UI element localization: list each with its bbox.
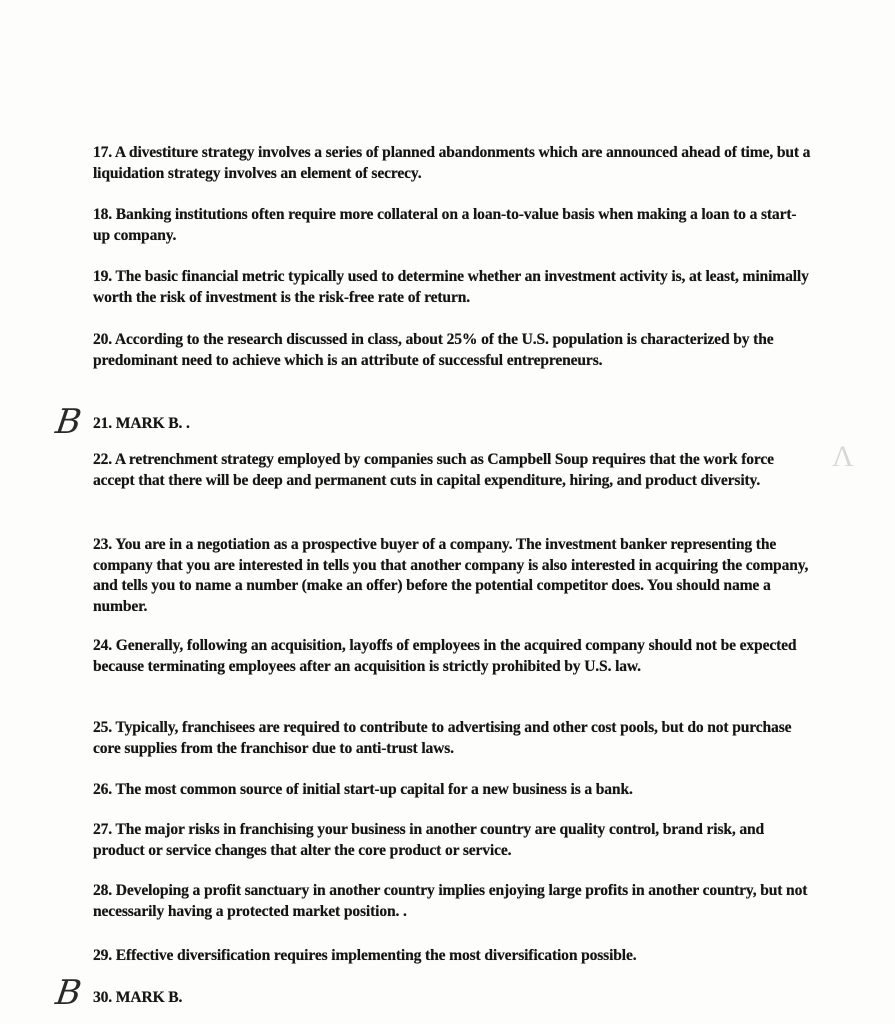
- question-17: 17. A divestiture strategy involves a series of planned abandonments which are announced ahead of time, but a liquidation strategy involves an element of secrecy.: [93, 144, 811, 182]
- handwritten-answer-b: B: [53, 402, 84, 442]
- question-18: 18. Banking institutions often require more collateral on a loan-to-value basis when making a loan to a start-up company.: [93, 206, 797, 244]
- question-23: 23. You are in a negotiation as a prospective buyer of a company. The investment banker representing the company that you are interested in tells you that another company is also interested in acquiring the company, and tells you to name a number (make an offer) before the potential competitor does. You should name a number.: [93, 536, 809, 615]
- question-29: 29. Effective diversification requires implementing the most diversification possible.: [93, 947, 637, 964]
- question-28: 28. Developing a profit sanctuary in another country implies enjoying large profits in another country, but not necessarily having a protected market position. .: [93, 882, 808, 920]
- question-20: 20. According to the research discussed in class, about 25% of the U.S. population is characterized by the predominant need to achieve which is an attribute of successful entrepreneurs.: [93, 331, 774, 369]
- question-30: 30. MARK B.: [93, 989, 183, 1006]
- question-19: 19. The basic financial metric typically used to determine whether an investment activity is, at least, minimally worth the risk of investment is the risk-free rate of return.: [93, 268, 809, 306]
- bleed-through-mark: Λ: [832, 440, 854, 473]
- question-22: 22. A retrenchment strategy employed by companies such as Campbell Soup requires that the work force accept that there will be deep and permanent cuts in capital expenditure, hiring, and product diversity.: [93, 451, 774, 489]
- question-27: 27. The major risks in franchising your business in another country are quality control, brand risk, and product or service changes that alter the core product or service.: [93, 821, 765, 859]
- question-25: 25. Typically, franchisees are required to contribute to advertising and other cost pools, but do not purchase core supplies from the franchisor due to anti-trust laws.: [93, 719, 792, 757]
- handwritten-answer-b: B: [53, 973, 84, 1013]
- question-26: 26. The most common source of initial start-up capital for a new business is a bank.: [93, 781, 633, 798]
- question-21: 21. MARK B. .: [93, 415, 190, 432]
- question-24: 24. Generally, following an acquisition, layoffs of employees in the acquired company should not be expected because terminating employees after an acquisition is strictly prohibited by U.S. law.: [93, 637, 797, 675]
